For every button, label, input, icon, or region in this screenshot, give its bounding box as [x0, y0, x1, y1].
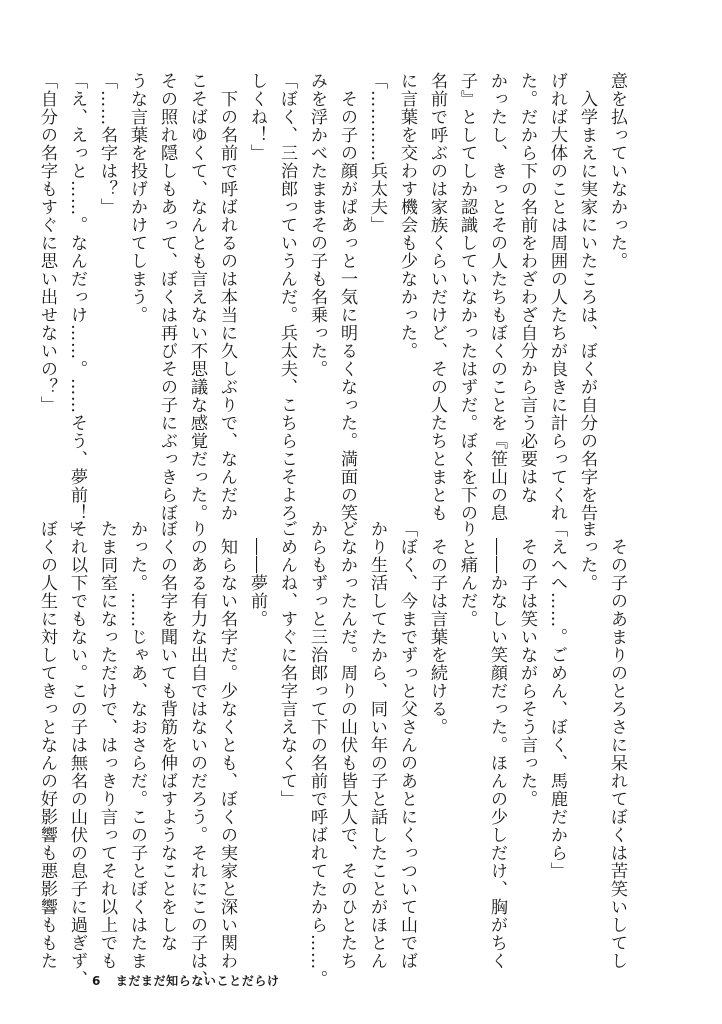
text-line: 「ぼく、三治郎っていうんだ。兵太夫、こちらこそよろ — [277, 72, 297, 522]
text-line: 名前で呼ぶのは家族くらいだけど、その人たちとまとも — [427, 72, 447, 522]
text-line: に言葉を交わす機会も少なかった。 — [397, 72, 417, 360]
text-line: 「ぼく、今までずっと父さんのあとにくっついて山でば — [397, 520, 417, 970]
text-line: ぼくの名字を聞いても背筋を伸ばすようなことをしな — [157, 520, 177, 952]
text-line: かったし、きっとその人たちもぼくのことを『笹山の息 — [487, 72, 507, 522]
text-line: 子』としてしか認識していなかったはずだ。ぼくを下の — [457, 72, 477, 522]
text-line: かった。……じゃあ、なおさらだ。この子とぼくはたま — [127, 520, 147, 970]
text-line: その子のあまりのとろさに呆れてぼくは苦笑いしてし — [607, 520, 627, 970]
text-line: その子は笑いながらそう言った。 — [517, 520, 537, 808]
text-line: ごめんね、すぐに名字言えなくて」 — [277, 520, 297, 808]
text-line: 下の名前で呼ばれるのは本当に久しぶりで、なんだか — [217, 72, 237, 522]
text-line: 「え、えっと……。なんだっけ……。……そう、夢前！」 — [67, 72, 87, 540]
text-line: その子の顔がぱあっと一気に明るくなった。満面の笑 — [337, 72, 357, 522]
text-line: 「…………兵太夫」 — [367, 72, 387, 234]
text-line: からもずっと三治郎って下の名前で呼ばれてたから……。 — [307, 520, 327, 988]
text-line: その照れ隠しもあって、ぼくは再びその子にぶっきらぼ — [157, 72, 177, 522]
text-line: しくね！」 — [247, 72, 267, 162]
text-line: その子は言葉を続ける。 — [427, 520, 447, 736]
text-line: 知らない名字だ。少なくとも、ぼくの実家と深い関わ — [217, 520, 237, 970]
top-text-block — [37, 72, 632, 540]
text-line: ――夢前。 — [247, 520, 267, 628]
text-line: ――かなしい笑顔だった。ほんの少しだけ、胸がちく — [487, 520, 507, 970]
page-number: 6 — [92, 974, 101, 988]
text-line: 「……名字は？」 — [97, 72, 117, 216]
text-line: 「自分の名字もすぐに思い出せないの？」 — [37, 72, 57, 414]
text-line: げれば大体のことは周囲の人たちが良きに計らってくれ — [547, 72, 567, 522]
text-line: みを浮かべたままその子も名乗った。 — [307, 72, 327, 378]
text-line: かり生活してたから、同い年の子と話したことがほとん — [367, 520, 387, 970]
page-footer — [92, 972, 280, 989]
text-line: こそばゆくて、なんとも言えない不思議な感覚だった。 — [187, 72, 207, 522]
text-line: 「えへへ……。ごめん、ぼく、馬鹿だから」 — [547, 520, 567, 880]
text-line: うな言葉を投げかけてしまう。 — [127, 72, 147, 324]
text-line: どなかったんだ。周りの山伏も皆大人で、そのひとたち — [337, 520, 357, 970]
text-line: ぼくの人生に対してきっとなんの好影響も悪影響ももた — [37, 520, 57, 970]
text-line: 入学まえに実家にいたころは、ぼくが自分の名字を告 — [577, 72, 597, 522]
text-line: それ以下でもない。この子は無名の山伏の息子に過ぎず、 — [67, 520, 87, 988]
text-line: まった。 — [577, 520, 597, 592]
text-line: たま同室になっただけで、はっきり言ってそれ以上でも — [97, 520, 117, 970]
text-line: 意を払っていなかった。 — [607, 72, 627, 270]
text-line: りのある有力な出自ではないのだろう。それにこの子は、 — [187, 520, 207, 988]
text-line: りと痛んだ。 — [457, 520, 477, 628]
running-title: まだまだ知らないことだらけ — [115, 974, 280, 988]
text-line: た。だから下の名前をわざわざ自分から言う必要はな — [517, 72, 537, 504]
